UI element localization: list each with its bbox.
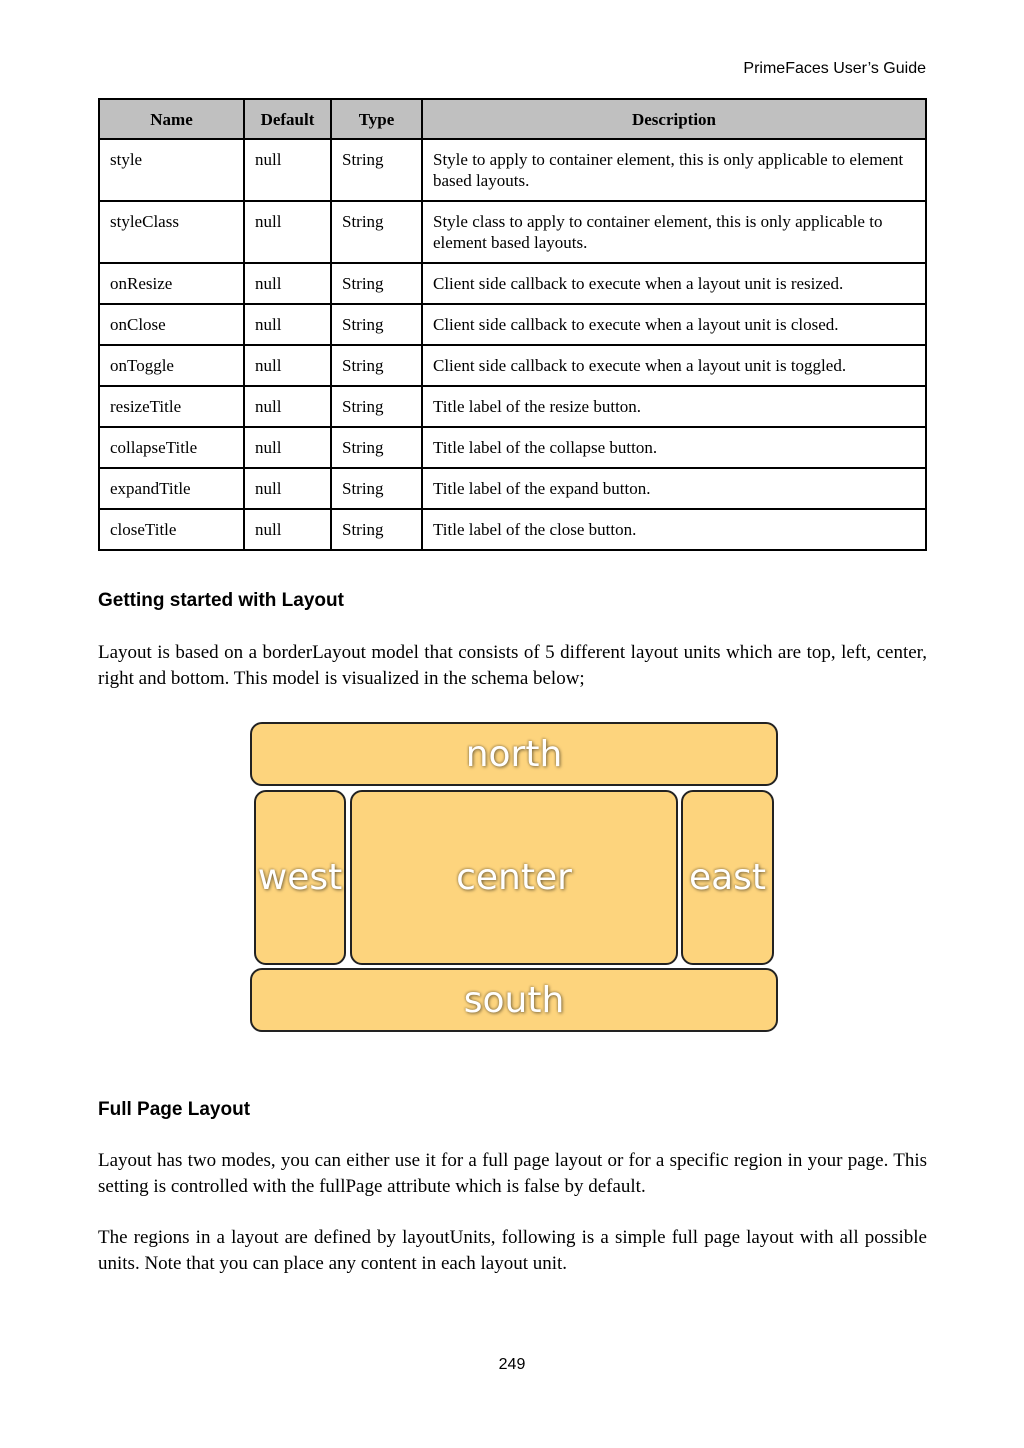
cell-type: String	[331, 427, 422, 468]
cell-name: style	[99, 139, 244, 201]
cell-name: onClose	[99, 304, 244, 345]
cell-description: Title label of the expand button.	[422, 468, 926, 509]
cell-type: String	[331, 201, 422, 263]
cell-default: null	[244, 427, 331, 468]
south-unit: south	[250, 968, 778, 1032]
section-heading-full-page-layout: Full Page Layout	[98, 1099, 251, 1120]
cell-name: expandTitle	[99, 468, 244, 509]
attributes-table	[98, 98, 927, 551]
cell-default: null	[244, 509, 331, 550]
cell-description: Title label of the collapse button.	[422, 427, 926, 468]
cell-name: closeTitle	[99, 509, 244, 550]
cell-default: null	[244, 263, 331, 304]
cell-name: styleClass	[99, 201, 244, 263]
table-row	[99, 304, 926, 345]
cell-type: String	[331, 304, 422, 345]
intro-paragraph: Layout is based on a borderLayout model that consists of 5 different layout units which are top, left, center, right and bottom. This model is visualized in the schema below;	[98, 642, 927, 689]
cell-default: null	[244, 345, 331, 386]
center-unit: center	[350, 790, 678, 965]
table-row	[99, 201, 926, 263]
column-header-name: Name	[99, 99, 244, 139]
cell-description: Client side callback to execute when a layout unit is resized.	[422, 263, 926, 304]
cell-description: Title label of the resize button.	[422, 386, 926, 427]
column-header-default: Default	[244, 99, 331, 139]
full-page-paragraph-2: The regions in a layout are defined by layoutUnits, following is a simple full page layout with all possible units. Note that you can place any content in each layout unit.	[98, 1227, 927, 1274]
cell-name: resizeTitle	[99, 386, 244, 427]
cell-description: Client side callback to execute when a layout unit is closed.	[422, 304, 926, 345]
cell-name: onToggle	[99, 345, 244, 386]
section-heading-getting-started: Getting started with Layout	[98, 590, 344, 611]
east-unit: east	[681, 790, 774, 965]
cell-type: String	[331, 468, 422, 509]
cell-type: String	[331, 139, 422, 201]
cell-description: Client side callback to execute when a layout unit is toggled.	[422, 345, 926, 386]
north-unit: north	[250, 722, 778, 786]
cell-description: Title label of the close button.	[422, 509, 926, 550]
cell-default: null	[244, 304, 331, 345]
cell-default: null	[244, 139, 331, 201]
column-header-description: Description	[422, 99, 926, 139]
table-row	[99, 386, 926, 427]
cell-name: onResize	[99, 263, 244, 304]
cell-description: Style class to apply to container element, this is only applicable to element based layouts.	[422, 201, 926, 263]
border-layout-diagram	[250, 722, 778, 1032]
west-unit: west	[254, 790, 346, 965]
cell-default: null	[244, 468, 331, 509]
cell-default: null	[244, 386, 331, 427]
cell-type: String	[331, 345, 422, 386]
cell-type: String	[331, 386, 422, 427]
cell-name: collapseTitle	[99, 427, 244, 468]
page-header: PrimeFaces User’s Guide	[743, 60, 926, 77]
table-row	[99, 345, 926, 386]
full-page-paragraph-1: Layout has two modes, you can either use it for a full page layout or for a specific region in your page. This setting is controlled with the fullPage attribute which is false by default.	[98, 1150, 927, 1197]
column-header-type: Type	[331, 99, 422, 139]
cell-default: null	[244, 201, 331, 263]
table-row	[99, 468, 926, 509]
table-row	[99, 139, 926, 201]
cell-type: String	[331, 263, 422, 304]
table-header-row	[99, 99, 926, 139]
cell-type: String	[331, 509, 422, 550]
cell-description: Style to apply to container element, this is only applicable to element based layouts.	[422, 139, 926, 201]
table-row	[99, 509, 926, 550]
page-number: 249	[498, 1356, 526, 1373]
table-row	[99, 427, 926, 468]
table-row	[99, 263, 926, 304]
